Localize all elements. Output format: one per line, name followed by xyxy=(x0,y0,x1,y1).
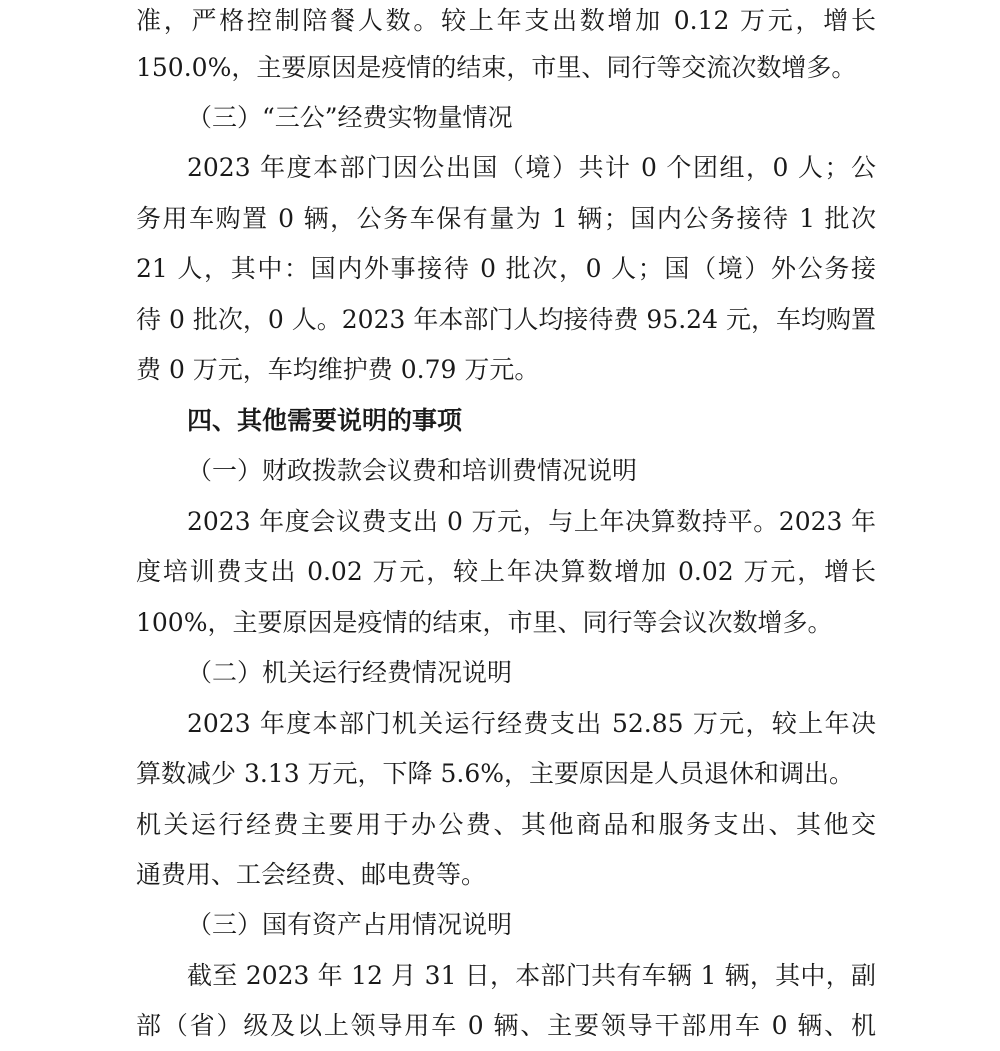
paragraph-line: 150.0%，主要原因是疫情的结束，市里、同行等交流次数增多。 xyxy=(136,53,857,82)
paragraph-line: 机关运行经费主要用于办公费、其他商品和服务支出、其他交 xyxy=(136,810,876,839)
paragraph-line: 度培训费支出 0.02 万元，较上年决算数增加 0.02 万元，增长 xyxy=(136,557,876,586)
paragraph-line: 2023 年度会议费支出 0 万元，与上年决算数持平。2023 年 xyxy=(187,507,876,536)
paragraph-line: 21 人，其中：国内外事接待 0 批次，0 人；国（境）外公务接 xyxy=(136,254,876,283)
paragraph-line: 部（省）级及以上领导用车 0 辆、主要领导干部用车 0 辆、机 xyxy=(136,1011,876,1040)
paragraph-line: 截至 2023 年 12 月 31 日，本部门共有车辆 1 辆，其中，副 xyxy=(187,961,876,990)
paragraph-line: 通费用、工会经费、邮电费等。 xyxy=(136,860,487,889)
paragraph-line: 务用车购置 0 辆，公务车保有量为 1 辆；国内公务接待 1 批次 xyxy=(136,204,876,233)
paragraph-line: 2023 年度本部门机关运行经费支出 52.85 万元，较上年决 xyxy=(187,709,876,738)
section-heading: （三）国有资产占用情况说明 xyxy=(187,910,513,939)
paragraph-line: 准，严格控制陪餐人数。较上年支出数增加 0.12 万元，增长 xyxy=(136,6,876,35)
section-heading: （三）“三公”经费实物量情况 xyxy=(187,103,513,132)
section-heading: （一）财政拨款会议费和培训费情况说明 xyxy=(187,456,638,485)
paragraph-line: 算数减少 3.13 万元，下降 5.6%，主要原因是人员退休和调出。 xyxy=(136,759,855,788)
paragraph-line: 100%，主要原因是疫情的结束，市里、同行等会议次数增多。 xyxy=(136,608,833,637)
paragraph-line: 待 0 批次，0 人。2023 年本部门人均接待费 95.24 元，车均购置 xyxy=(136,305,876,334)
section-heading: 四、其他需要说明的事项 xyxy=(187,406,463,435)
section-heading: （二）机关运行经费情况说明 xyxy=(187,658,513,687)
paragraph-line: 2023 年度本部门因公出国（境）共计 0 个团组，0 人；公 xyxy=(187,153,876,182)
paragraph-line: 费 0 万元，车均维护费 0.79 万元。 xyxy=(136,355,540,384)
